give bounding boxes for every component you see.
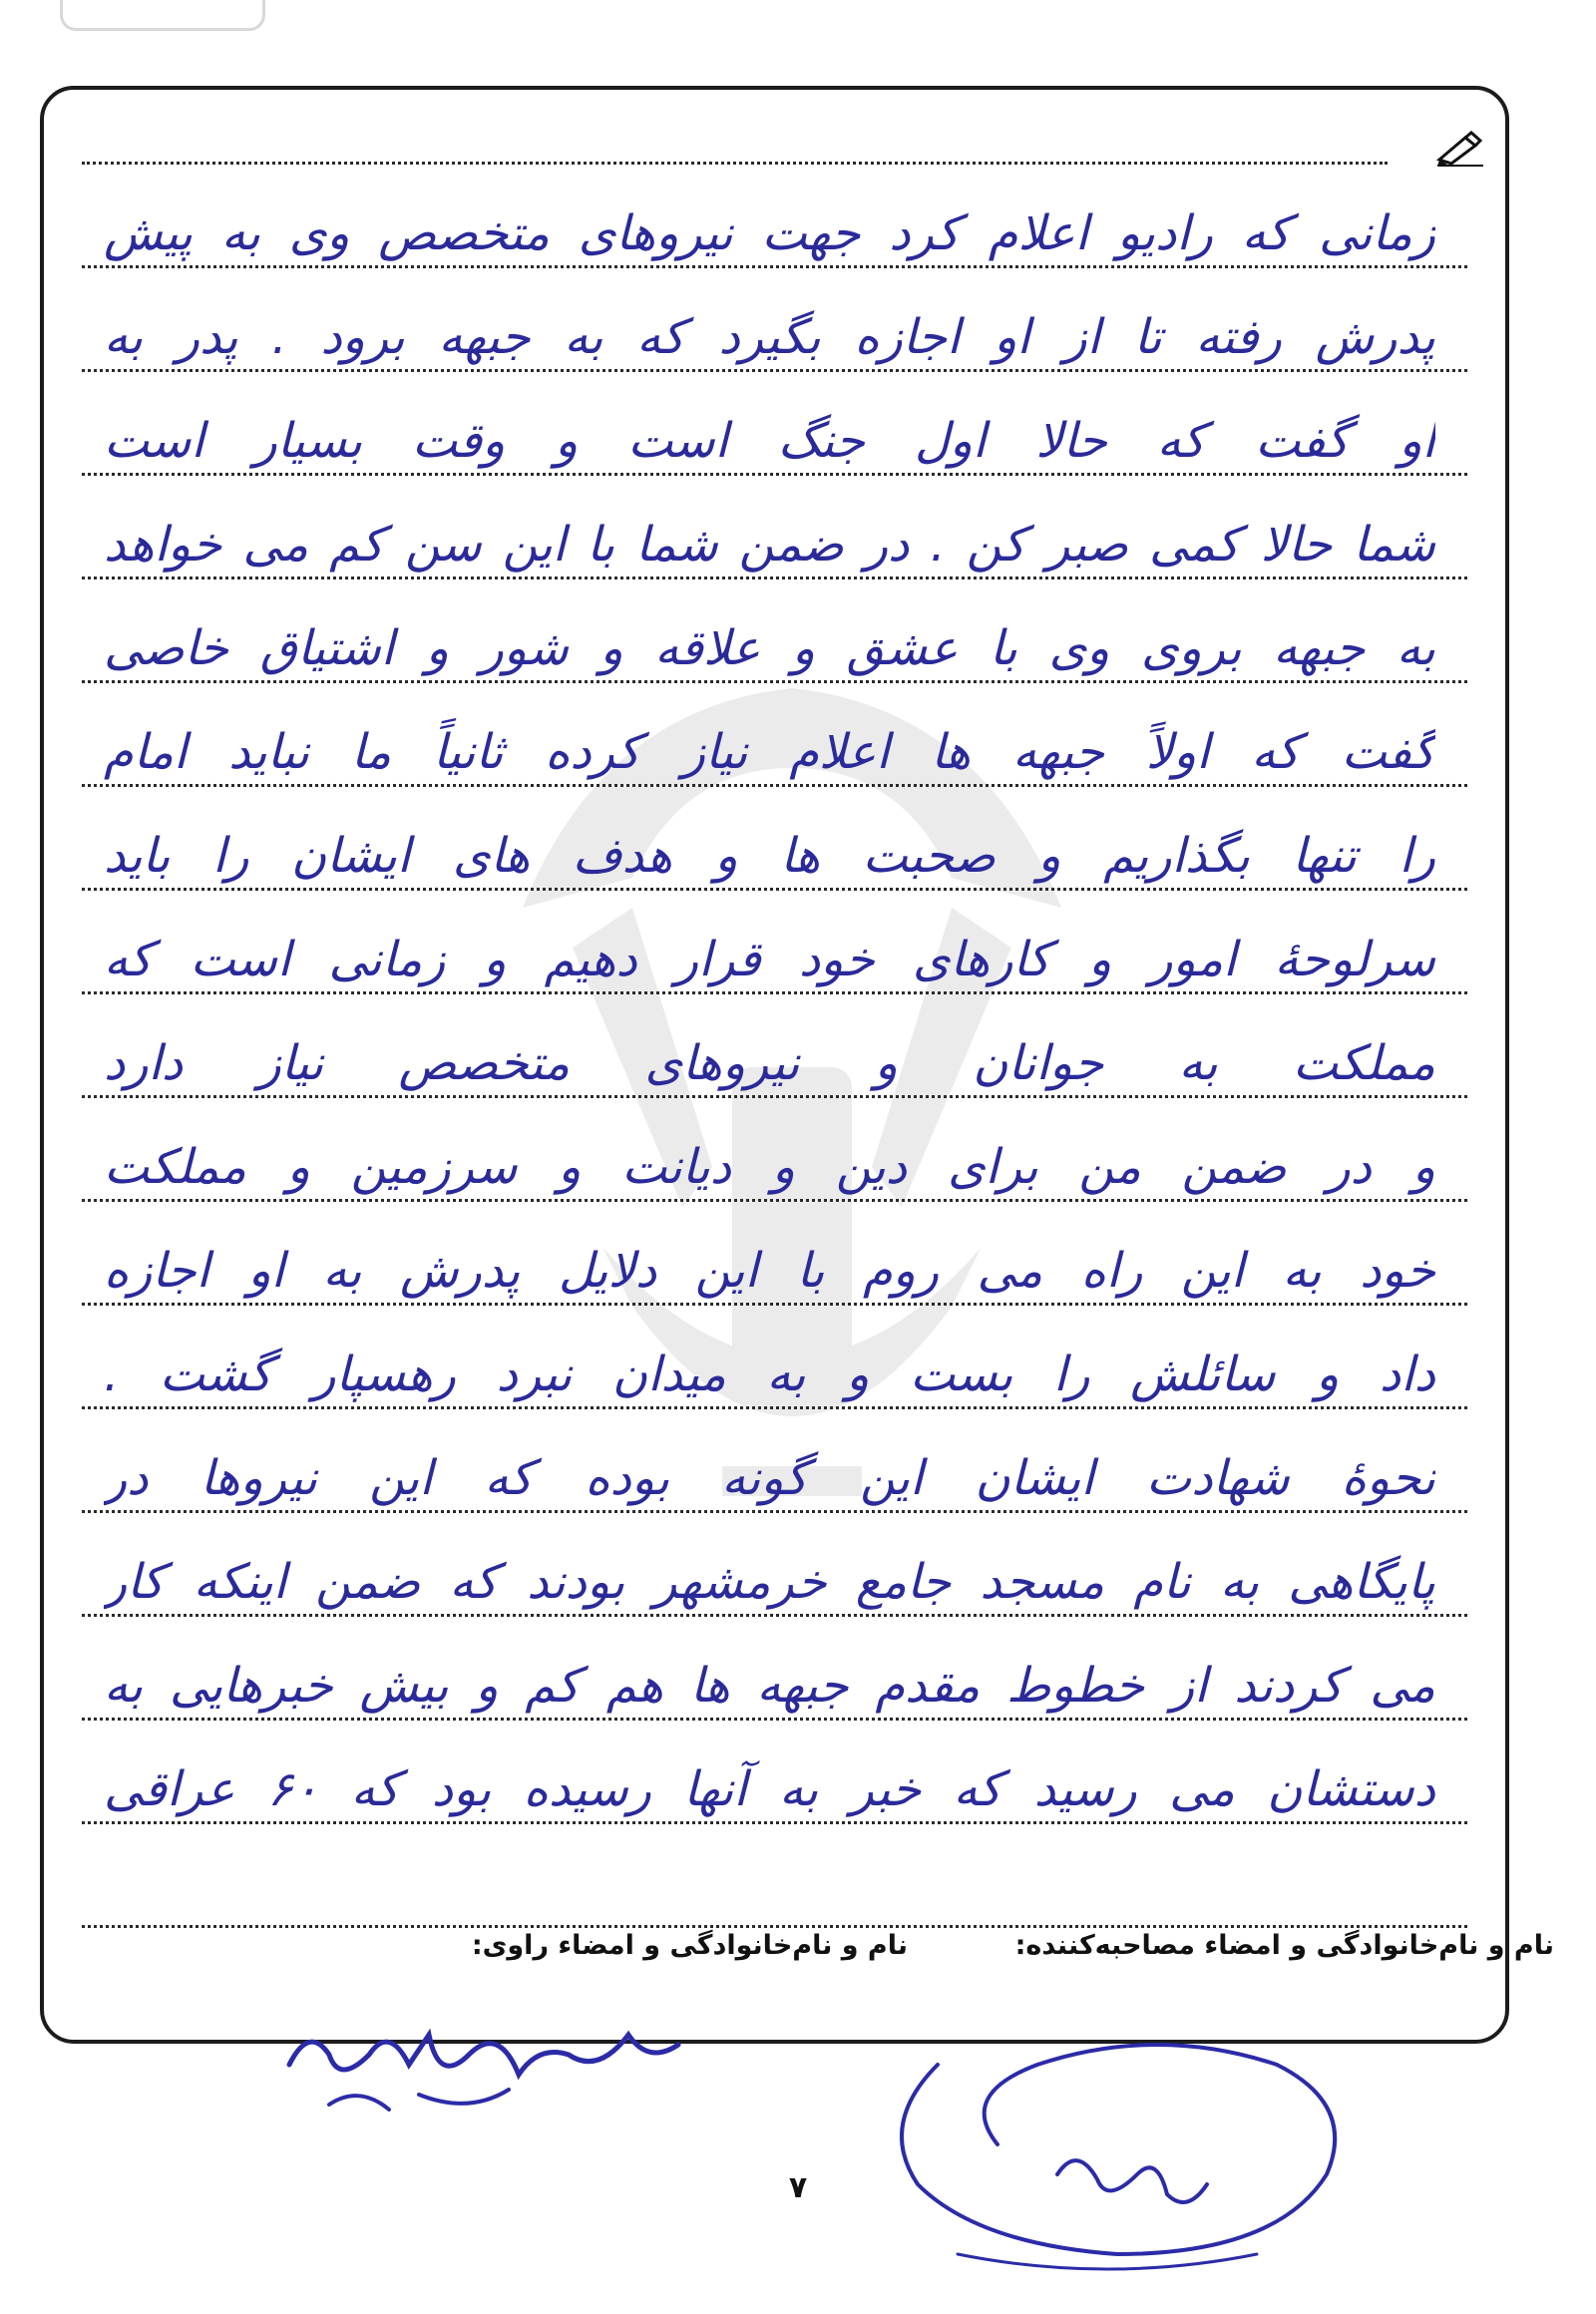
page-number: ۷ [788, 2170, 808, 2205]
handwritten-line: سرلوحهٔ امور و کارهای خود قرار دهیم و زمانی است که [104, 932, 1435, 987]
handwritten-line: را تنها بگذاریم و صحبت ها و هدف های ایشان را باید [104, 828, 1435, 884]
handwritten-line: گفت که اولاً جبهه ها اعلام نیاز کرده ثانیاً ما نباید امام [104, 724, 1435, 780]
handwritten-line: دستشان می رسید که خبر به آنها رسیده بود که ۶۰ عراقی [104, 1761, 1435, 1817]
ruled-line [82, 1925, 1467, 1928]
handwritten-line: و در ضمن من برای دین و دیانت و سرزمین و مملکت [104, 1139, 1435, 1195]
handwritten-line: پدرش رفته تا از او اجازه بگیرد که به جبهه برود . پدر به [104, 309, 1435, 365]
handwritten-line: او گفت که حالا اول جنگ است و وقت بسیار است [104, 413, 1435, 469]
narrator-signature [269, 1995, 698, 2144]
handwritten-line: مملکت به جوانان و نیروهای متخصص نیاز دارد [104, 1035, 1435, 1091]
form-frame [40, 86, 1509, 2044]
handwritten-line: به جبهه بروی وی با عشق و علاقه و شور و اشتیاق خاصی [104, 620, 1435, 676]
top-tab-outline [60, 0, 265, 31]
interviewer-signature [858, 2005, 1416, 2304]
handwritten-line: داد و سائلش را بست و به میدان نبرد رهسپار گشت . [104, 1347, 1435, 1402]
ruled-line [82, 162, 1388, 165]
handwritten-line: خود به این راه می روم با این دلایل پدرش به او اجازه [104, 1243, 1435, 1299]
handwritten-line: نحوهٔ شهادت ایشان این گونه بوده که این نیروها در [104, 1450, 1435, 1506]
handwritten-line: پایگاهی به نام مسجد جامع خرمشهر بودند که ضمن اینکه کار [104, 1554, 1435, 1610]
interviewer-signature-label: نام و نام‌خانوادگی و امضاء مصاحبه‌کننده: [1014, 1930, 1554, 1961]
handwritten-line: می کردند از خطوط مقدم جبهه ها هم کم و بیش خبرهایی به [104, 1658, 1435, 1714]
narrator-signature-label: نام و نام‌خانوادگی و امضاء راوی: [471, 1930, 908, 1961]
handwritten-line: شما حالا کمی صبر کن . در ضمن شما با این سن کم می خواهد [104, 517, 1435, 573]
handwritten-line: زمانی که رادیو اعلام کرد جهت نیروهای متخصص وی به پیش [104, 205, 1435, 261]
